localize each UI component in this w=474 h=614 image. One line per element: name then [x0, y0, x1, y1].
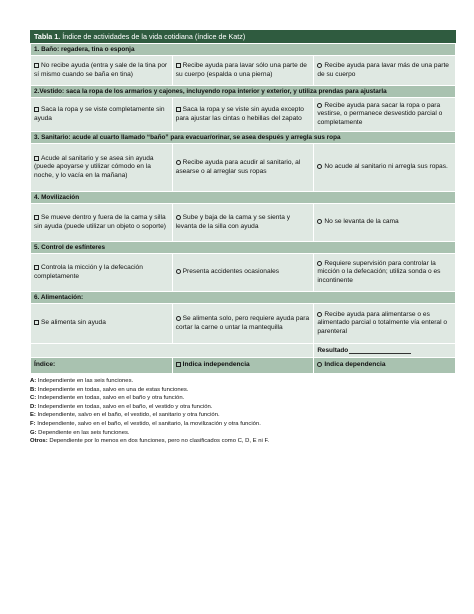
option-text: Presenta accidentes ocasionales — [182, 268, 280, 276]
section-heading-esfinteres: 5. Control de esfínteres — [31, 242, 456, 254]
option-cell[interactable] — [314, 144, 456, 192]
section-options-row — [31, 254, 456, 292]
index-row — [31, 358, 456, 374]
option-cell[interactable] — [31, 304, 173, 344]
checkbox-icon[interactable] — [34, 265, 39, 270]
index-label: Índice: — [31, 358, 173, 374]
option-cell[interactable] — [31, 204, 173, 242]
option-text: Saca la ropa y se viste completamente sin ayuda — [34, 106, 165, 122]
option-text: Recibe ayuda para lavar más de una parte de su cuerpo — [317, 62, 449, 78]
legend-item — [30, 394, 456, 403]
option-cell[interactable] — [172, 254, 314, 292]
section-options-row — [31, 144, 456, 192]
section-header — [31, 44, 456, 56]
legend-text: Dependiente en las seis funciones. — [36, 429, 130, 436]
option-text: Controla la micción y la defecación completamente — [34, 264, 143, 280]
option-cell[interactable] — [314, 204, 456, 242]
option-cell[interactable] — [314, 98, 456, 132]
section-header — [31, 292, 456, 304]
checkbox-icon[interactable] — [176, 107, 181, 112]
checkbox-icon[interactable] — [34, 320, 39, 325]
option-cell[interactable] — [31, 56, 173, 86]
result-label: Resultado — [317, 346, 349, 354]
option-text: Recibe ayuda para alimentarse o es alimentado parcial o totalmente vía enteral o parenteral — [317, 311, 448, 335]
option-cell[interactable] — [314, 56, 456, 86]
option-cell[interactable] — [314, 254, 456, 292]
katz-table — [30, 43, 456, 374]
radio-circle-icon[interactable] — [317, 362, 322, 367]
legend-key: F: — [30, 420, 36, 427]
table-title-text: Índice de actividades de la vida cotidiana (índice de Katz) — [60, 32, 246, 41]
index-independence-text: Indica independencia — [182, 361, 250, 369]
legend-text: Independiente en todas, salvo en el baño y otra función. — [36, 395, 185, 402]
option-text: Recibe ayuda para acudir al sanitario, al asearse o al arreglar sus ropas — [175, 159, 301, 175]
checkbox-icon[interactable] — [34, 63, 39, 68]
legend-key: A: — [30, 378, 37, 384]
option-text: No se levanta de la cama — [324, 218, 399, 226]
checkbox-icon[interactable] — [176, 63, 181, 68]
index-independence-cell[interactable] — [172, 358, 314, 374]
radio-circle-icon[interactable] — [317, 312, 322, 317]
option-text: Se mueve dentro y fuera de la cama y silla sin ayuda (puede utilizar un objeto o soporte) — [34, 214, 166, 230]
legend-text: Independiente, salvo en el baño, el vestido, el sanitario, la movilización y otra función. — [35, 420, 261, 427]
section-heading-alimentacion: 6. Alimentación: — [31, 292, 456, 304]
option-text: No acude al sanitario ni arregla sus ropas. — [324, 163, 448, 171]
legend-item — [30, 386, 456, 395]
table-title — [30, 30, 456, 43]
option-text: Acude al sanitario y se asea sin ayuda (puede apoyarse y utilizar cómodo en la noche, y lo vacía en la mañana) — [34, 155, 154, 179]
result-input-line[interactable] — [349, 347, 411, 354]
radio-circle-icon[interactable] — [176, 215, 181, 220]
table-title-number: Tabla 1. — [34, 32, 61, 41]
section-header — [31, 86, 456, 98]
option-cell[interactable] — [172, 144, 314, 192]
section-heading-vestido: 2.Vestido: saca la ropa de los armarios y cajones, incluyendo ropa interior y exterior, y utiliza prendas para ajustarla — [31, 86, 456, 98]
radio-circle-icon[interactable] — [317, 219, 322, 224]
option-cell[interactable] — [31, 144, 173, 192]
legend-key: Otros: — [30, 438, 48, 445]
checkbox-icon[interactable] — [34, 107, 39, 112]
section-heading-sanitario: 3. Sanitario: acude al cuarto llamado “baño” para evacuar/orinar, se asea después y arregla sus ropa — [31, 132, 456, 144]
option-text: Requiere supervisión para controlar la micción o la defecación; utiliza sonda o es incontinente — [317, 260, 441, 284]
legend-item — [30, 429, 456, 438]
index-dependence-cell[interactable] — [314, 358, 456, 374]
option-text: Se alimenta sin ayuda — [41, 319, 106, 327]
option-cell[interactable] — [172, 304, 314, 344]
section-heading-bano: 1. Baño: regadera, tina o esponja — [31, 44, 456, 56]
legend-key: B: — [30, 386, 37, 393]
legend-text: Dependiente por lo menos en dos funciones, pero no clasificados como C, D, E ni F. — [47, 438, 270, 445]
section-options-row — [31, 304, 456, 344]
legend-text: Independiente en las seis funciones. — [36, 378, 134, 384]
checkbox-icon[interactable] — [34, 156, 39, 161]
radio-circle-icon[interactable] — [317, 103, 322, 108]
legend-item — [30, 411, 456, 420]
result-row — [31, 344, 456, 358]
option-text: Recibe ayuda para sacar la ropa o para vestirse, o permanece desvestido parcial o completamente — [317, 102, 443, 126]
legend-item — [30, 377, 456, 386]
option-cell[interactable] — [172, 98, 314, 132]
section-header — [31, 192, 456, 204]
radio-circle-icon[interactable] — [317, 164, 322, 169]
option-cell[interactable] — [314, 304, 456, 344]
section-options-row — [31, 56, 456, 86]
option-cell[interactable] — [172, 56, 314, 86]
checkbox-icon[interactable] — [34, 215, 39, 220]
section-header — [31, 132, 456, 144]
radio-circle-icon[interactable] — [176, 160, 181, 165]
katz-index-document — [30, 30, 456, 446]
checkbox-icon[interactable] — [176, 362, 181, 367]
legend-text: Independiente en todas, salvo en una de estas funciones. — [36, 386, 189, 393]
legend-key: D: — [30, 403, 37, 410]
legend-key: E: — [30, 412, 36, 419]
radio-circle-icon[interactable] — [176, 269, 181, 274]
section-header — [31, 242, 456, 254]
option-cell[interactable] — [172, 204, 314, 242]
legend-item — [30, 437, 456, 446]
section-heading-movilizacion: 4. Movilización — [31, 192, 456, 204]
option-text: Recibe ayuda para lavar sólo una parte de su cuerpo (espalda o una pierna) — [175, 62, 307, 78]
result-cell[interactable] — [314, 344, 456, 358]
radio-circle-icon[interactable] — [317, 63, 322, 68]
option-cell[interactable] — [31, 98, 173, 132]
option-text: Se alimenta solo, pero requiere ayuda para cortar la carne o untar la mantequilla — [175, 315, 310, 331]
option-cell[interactable] — [31, 254, 173, 292]
radio-circle-icon[interactable] — [317, 261, 322, 266]
legend-key: C: — [30, 395, 37, 402]
legend-text: Independiente en todas, salvo en el baño, el vestido y otra función. — [36, 403, 213, 410]
legend-text: Independiente, salvo en el baño, el vestido, el sanitario y otra función. — [35, 412, 220, 419]
legend — [30, 377, 456, 446]
legend-item — [30, 403, 456, 412]
section-options-row — [31, 204, 456, 242]
option-text: No recibe ayuda (entra y sale de la tina por sí mismo cuando se baña en tina) — [34, 62, 168, 78]
option-text: Saca la ropa y se viste sin ayuda excepto para ajustar las cintas o hebillas del zapato — [175, 106, 304, 122]
section-options-row — [31, 98, 456, 132]
index-dependence-text: Indica dependencia — [324, 361, 386, 369]
result-spacer — [31, 344, 314, 358]
option-text: Sube y baja de la cama y se sienta y levanta de la silla con ayuda — [175, 214, 291, 230]
radio-circle-icon[interactable] — [176, 316, 181, 321]
legend-key: G: — [30, 429, 37, 436]
legend-item — [30, 420, 456, 429]
